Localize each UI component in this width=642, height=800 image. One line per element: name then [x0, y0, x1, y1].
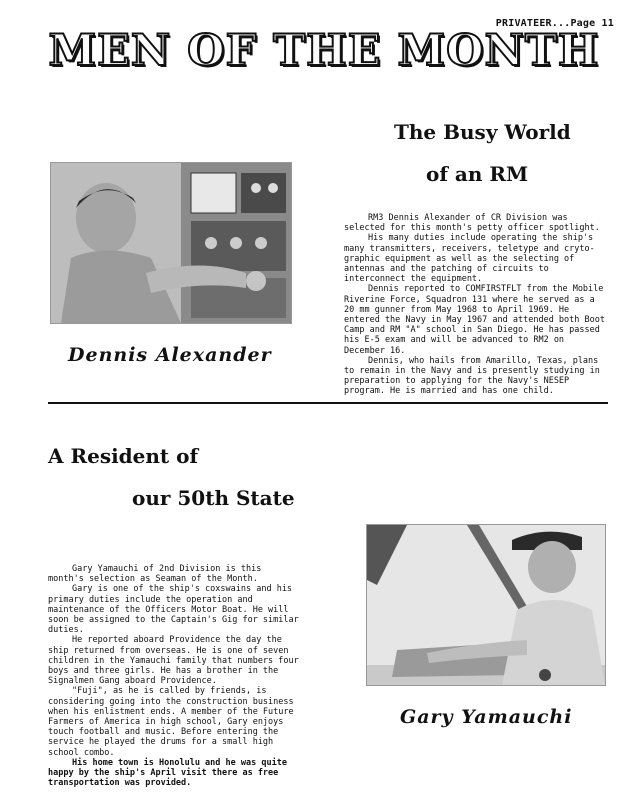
- section-divider: [48, 402, 608, 404]
- masthead-title: MEN OF THE MONTH: [48, 26, 600, 76]
- story2-name-caption: Gary Yamauchi: [400, 706, 573, 728]
- story1-body: [344, 213, 610, 397]
- story1-paragraph: RM3 Dennis Alexander of CR Division was selected for this month's petty officer spotlight.: [344, 213, 600, 234]
- story2-paragraph: "Fuji", as he is called by friends, is considering going into the construction business when his enlistment ends. A member of the Future Farmers of America in high school, Gary enjoys touch football and music. Before entering the service he played the drums for a small high school combo.: [48, 686, 294, 758]
- story1-headline-line1: The Busy World: [394, 120, 571, 144]
- story2-paragraph: He reported aboard Providence the day the ship returned from overseas. He is one of seven children in the Yamauchi family that numbers four boys and three girls. He has a brother in the Signalmen Gang aboard Providence.: [48, 635, 299, 687]
- story1-name-caption: Dennis Alexander: [68, 344, 272, 366]
- story1-paragraph: His many duties include operating the ship's many transmitters, receivers, teletype and cryto-graphic equipment as well as the selecting of antennas and the patching of circuits to interconnect the equipment.: [344, 233, 595, 285]
- story2-headline-line1: A Resident of: [48, 444, 199, 468]
- story1-headline-line2: of an RM: [426, 162, 529, 186]
- gary-yamauchi-photo: [366, 524, 606, 686]
- radio-operator-photo-graphic: [51, 163, 291, 323]
- story2-paragraph: His home town is Honolulu and he was quite happy by the ship's April visit there as free transportation was provided.: [48, 757, 287, 789]
- story2-headline-line2: our 50th State: [132, 486, 295, 510]
- page-header: PRIVATEER...Page 11: [495, 18, 614, 29]
- dennis-alexander-photo: [50, 162, 292, 324]
- coxswain-photo-graphic: [367, 525, 605, 685]
- story2-paragraph: Gary is one of the ship's coxswains and his primary duties include the operation and maintenance of the Officers Motor Boat. He will soon be assigned to the Captain's Gig for similar duties.: [48, 584, 299, 636]
- story1-paragraph: Dennis reported to COMFIRSTFLT from the Mobile Riverine Force, Squadron 131 where he served as a 20 mm gunner from May 1968 to April 1969. He entered the Navy in May 1967 and attended both Boot Camp and RM "A" school in San Diego. He has passed his E-5 exam and will be advanced to RM2 on December 16.: [344, 284, 605, 356]
- story2-body: [48, 564, 302, 788]
- story1-paragraph: Dennis, who hails from Amarillo, Texas, plans to remain in the Navy and is presently studying in preparation to applying for the Navy's NESEP program. He is married and has one child.: [344, 355, 600, 397]
- story2-paragraph: Gary Yamauchi of 2nd Division is this month's selection as Seaman of the Month.: [48, 564, 262, 585]
